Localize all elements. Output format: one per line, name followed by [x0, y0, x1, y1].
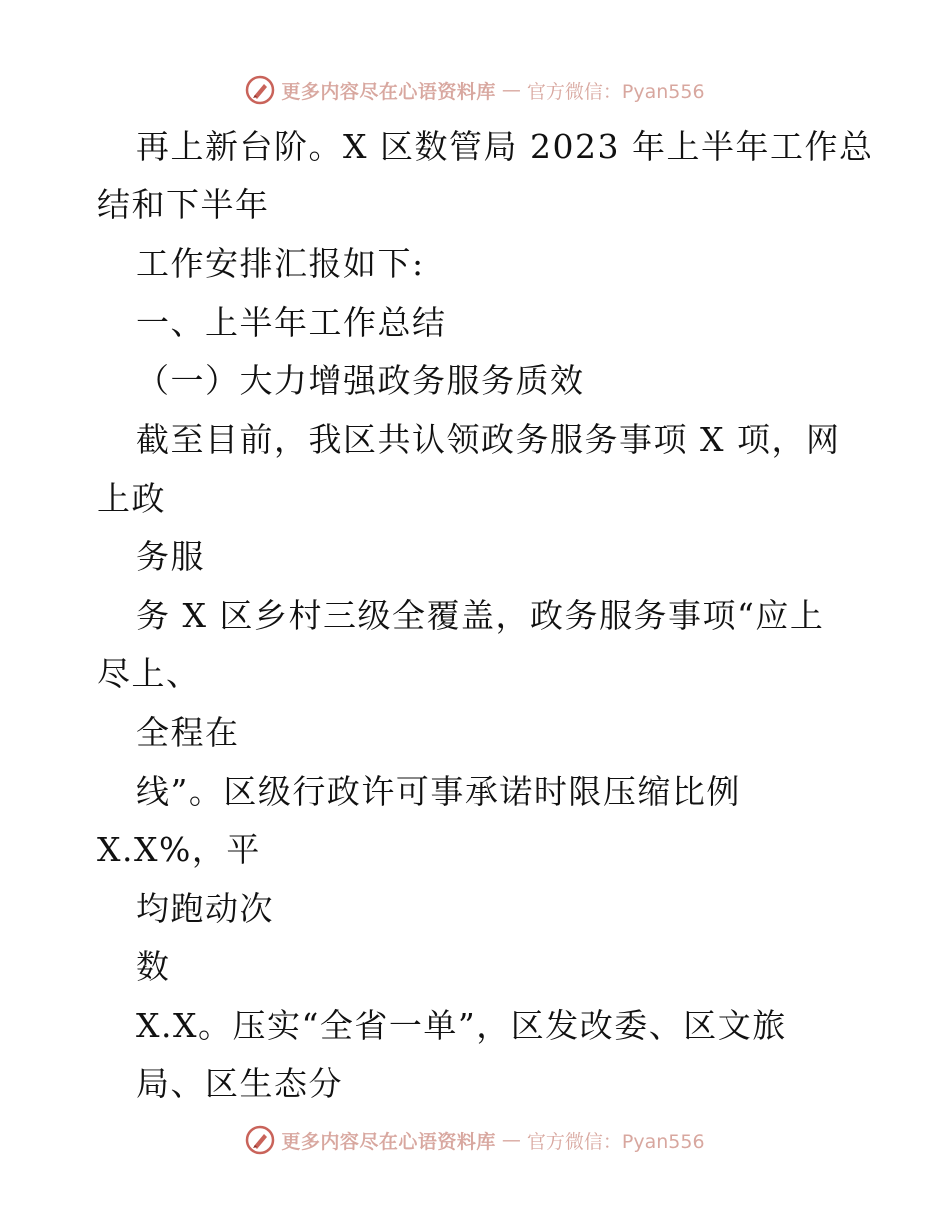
- body-line-11: 全程在: [136, 713, 240, 752]
- body-line-12: 线”。区级行政许可事承诺时限压缩比例: [136, 772, 741, 811]
- body-line-7: 上政: [97, 479, 166, 518]
- body-line-16: X.X。压实“全省一单”，区发改委、区文旅: [136, 1006, 787, 1045]
- pen-logo-icon: [245, 75, 275, 105]
- watermark-text: 更多内容尽在心语资料库: [281, 80, 496, 103]
- pen-logo-icon: [245, 1125, 275, 1155]
- body-line-2: 结和下半年: [97, 185, 270, 224]
- header-watermark: [0, 70, 950, 110]
- body-line-14: 均跑动次: [136, 889, 274, 928]
- body-line-17: 局、区生态分: [136, 1064, 343, 1103]
- body-line-6: 截至目前，我区共认领政务服务事项 X 项，网: [136, 420, 841, 459]
- body-line-3: 工作安排汇报如下:: [136, 244, 425, 283]
- body-line-1: 再上新台阶。X 区数管局 2023 年上半年工作总: [136, 127, 874, 166]
- watermark-text: 更多内容尽在心语资料库: [281, 1130, 496, 1153]
- section-heading-1: 一、上半年工作总结: [136, 303, 447, 342]
- body-line-8: 务服: [136, 537, 205, 576]
- subsection-heading-1: （一）大力增强政务服务质效: [136, 361, 585, 400]
- body-line-15: 数: [136, 947, 171, 986]
- watermark-dash: —: [501, 79, 521, 101]
- watermark-contact: 官方微信：Pyan556: [526, 1130, 705, 1153]
- body-line-13: X.X%，平: [97, 830, 261, 869]
- body-line-10: 尽上、: [97, 654, 201, 693]
- watermark-contact: 官方微信：Pyan556: [526, 80, 705, 103]
- footer-watermark: [0, 1120, 950, 1160]
- watermark-dash: —: [501, 1129, 521, 1151]
- body-line-9: 务 X 区乡村三级全覆盖，政务服务事项“应上: [136, 596, 825, 635]
